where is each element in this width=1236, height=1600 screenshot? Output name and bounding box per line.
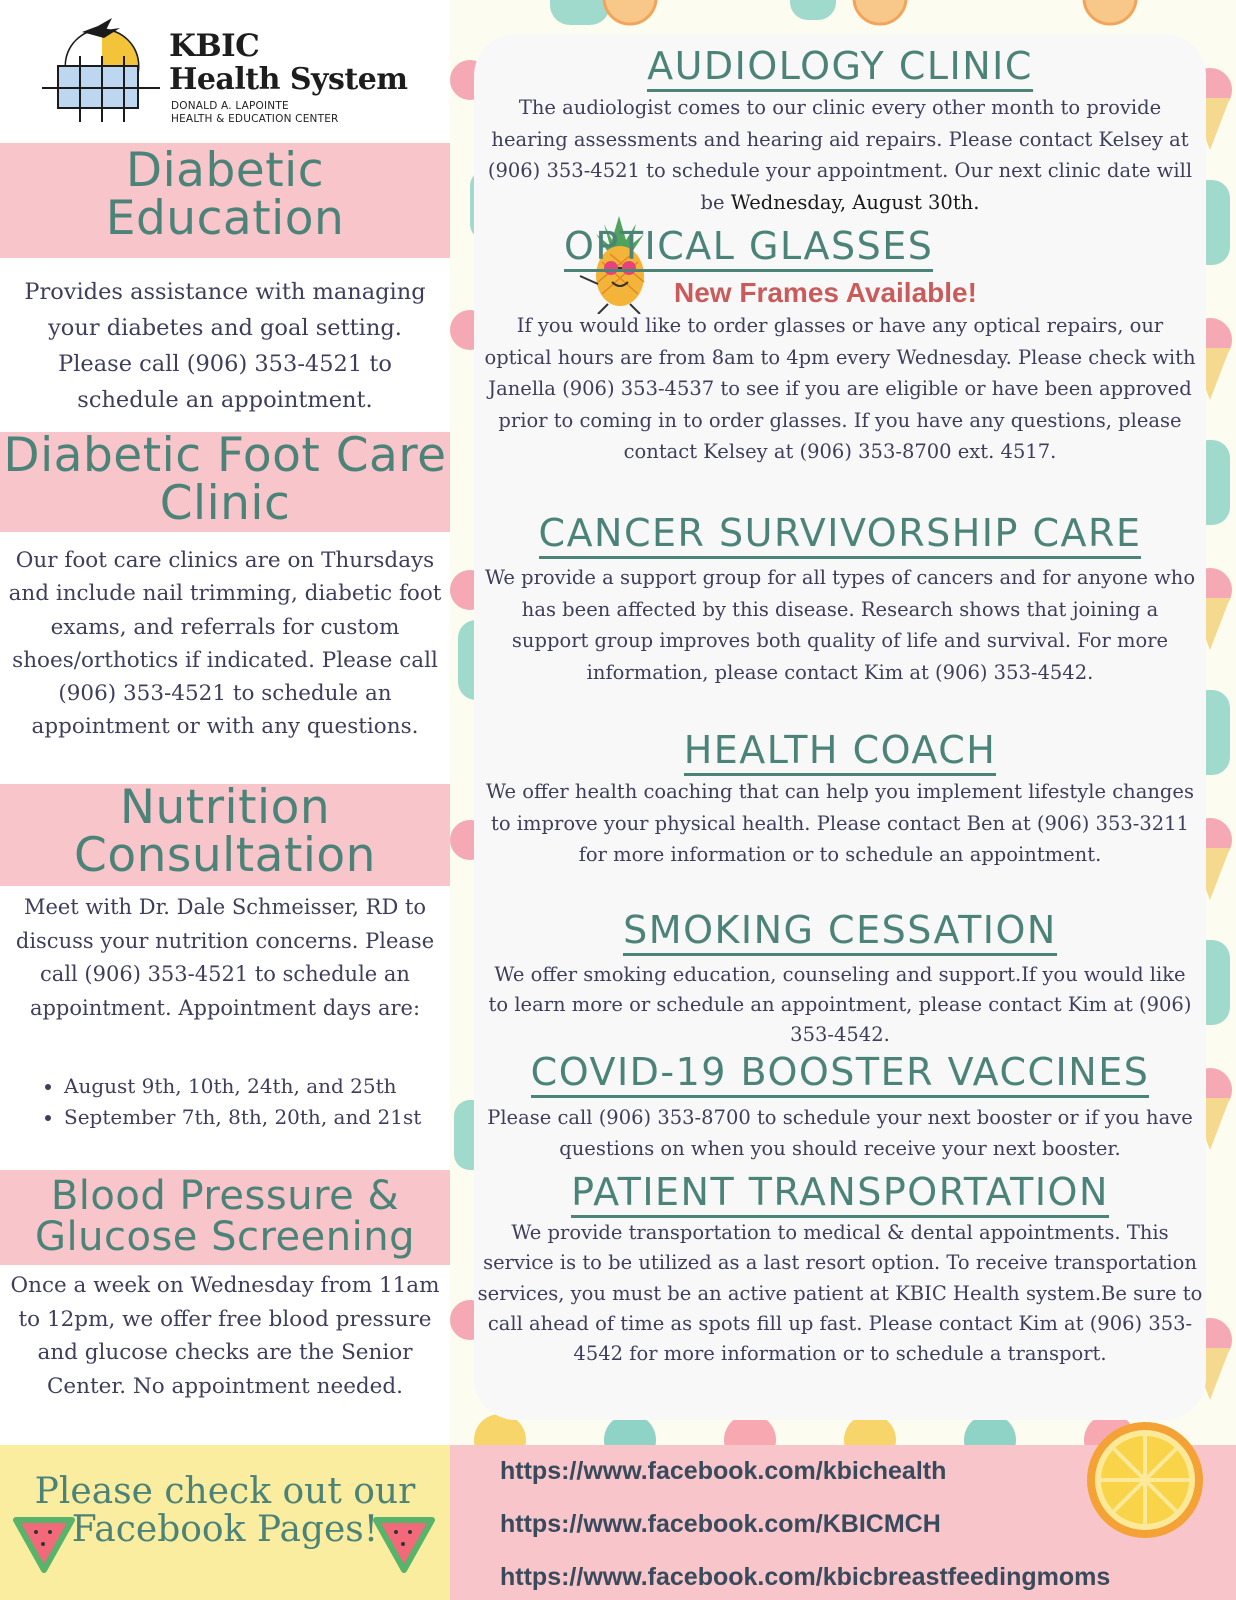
diabetic-education-heading: Diabetic Education xyxy=(0,143,450,258)
left-column xyxy=(0,0,450,1445)
health-coach-text: We offer health coaching that can help you implement lifestyle changes to improve your physical health. Please contact Ben at (906) 353-3211 for more information or to schedule an appointment. xyxy=(486,780,1194,866)
logo-subtitle-line2: HEALTH & EDUCATION CENTER xyxy=(171,113,339,125)
list-item: • September 7th, 8th, 20th, and 21st xyxy=(64,1102,421,1133)
smoking-title: SMOKING CESSATION xyxy=(623,908,1057,956)
cancer-heading xyxy=(474,511,1206,555)
audiology-text xyxy=(482,92,1198,219)
audiology-date: Wednesday, August 30th. xyxy=(730,191,980,215)
audiology-heading xyxy=(474,44,1206,88)
covid-title: COVID-19 BOOSTER VACCINES xyxy=(531,1050,1150,1098)
kbic-logo xyxy=(42,16,422,131)
health-coach-heading xyxy=(474,728,1206,772)
foot-care-heading: Diabetic Foot Care Clinic xyxy=(0,432,450,532)
health-coach-title: HEALTH COACH xyxy=(684,728,997,776)
smoking-heading xyxy=(474,908,1206,952)
lemon-slice-icon xyxy=(1080,1415,1210,1545)
services-card xyxy=(474,34,1206,1420)
nutrition-text: Meet with Dr. Dale Schmeisser, RD to discuss your nutrition concerns. Please call (906) 353-4521 to schedule an appointment. Appointment days are: xyxy=(15,895,435,1020)
appointment-days-list xyxy=(40,1071,421,1133)
optical-heading xyxy=(564,224,933,268)
facebook-link-breastfeeding[interactable]: https://www.facebook.com/kbicbreastfeedingmoms xyxy=(500,1563,1111,1591)
facebook-link-kbichealth[interactable]: https://www.facebook.com/kbichealth xyxy=(500,1457,947,1485)
optical-title: OPTICAL GLASSES xyxy=(564,224,933,272)
transport-heading xyxy=(474,1170,1206,1214)
logo-subtitle-line1: DONALD A. LAPOINTE xyxy=(171,100,289,112)
audiology-title: AUDIOLOGY CLINIC xyxy=(647,44,1033,92)
nutrition-heading: Nutrition Consultation xyxy=(0,784,450,886)
transport-text: We provide transportation to medical & dental appointments. This service is to be utilized as a last resort option. To receive transportation services, you must be an active patient at KBIC Health system.Be sure to call ahead of time as spots fill up fast. Please contact Kim at (906) 353-4542 for more information or to schedule a transport. xyxy=(477,1221,1203,1366)
logo-name-line1: KBIC xyxy=(169,28,260,64)
foot-care-text: Our foot care clinics are on Thursdays and include nail trimming, diabetic foot exams, and referrals for custom shoes/orthotics if indicated. Please call (906) 353-4521 to schedule an appointment or with any questions. xyxy=(8,548,442,740)
logo-emblem-icon xyxy=(42,16,162,126)
smoking-text: We offer smoking education, counseling and support.If you would like to learn more or schedule an appointment, please contact Kim at (906) 353-4542. xyxy=(488,963,1192,1046)
optical-subheading: New Frames Available! xyxy=(674,277,977,308)
blood-pressure-heading: Blood Pressure & Glucose Screening xyxy=(0,1170,450,1265)
audiology-body: The audiologist comes to our clinic every other month to provide hearing assessments and hearing aid repairs. Please contact Kelsey at (906) 353-4521 to schedule your appointment. Our next clinic date will be xyxy=(487,96,1193,215)
transport-title: PATIENT TRANSPORTATION xyxy=(571,1170,1109,1218)
covid-heading xyxy=(474,1050,1206,1094)
cancer-text: We provide a support group for all types of cancers and for anyone who has been affected by this disease. Research shows that joining a support group improves both quality of life and survival. For more information, please contact Kim at (906) 353-4542. xyxy=(484,566,1196,685)
facebook-link-kbicmch[interactable]: https://www.facebook.com/KBICMCH xyxy=(500,1510,941,1538)
logo-name-line2: Health System xyxy=(169,62,408,97)
cancer-title: CANCER SURVIVORSHIP CARE xyxy=(539,511,1142,559)
list-item: • August 9th, 10th, 24th, and 25th xyxy=(64,1071,421,1102)
watermelon-icon xyxy=(372,1510,436,1574)
facebook-callout-text: Please check out our Facebook Pages! xyxy=(34,1471,416,1550)
optical-text: If you would like to order glasses or have any optical repairs, our optical hours are from 8am to 4pm every Wednesday. Please check with Janella (906) 353-4537 to see if you are eligible or have been approved prior to coming in to order glasses. If you have any questions, please contact Kelsey at (906) 353-8700 ext. 4517. xyxy=(484,314,1196,464)
covid-text: Please call (906) 353-8700 to schedule your next booster or if you have questions on when you should receive your next booster. xyxy=(487,1106,1193,1160)
blood-pressure-text: Once a week on Wednesday from 11am to 12pm, we offer free blood pressure and glucose checks are the Senior Center. No appointment needed. xyxy=(10,1273,440,1399)
watermelon-icon xyxy=(12,1510,76,1574)
diabetic-education-text: Provides assistance with managing your diabetes and goal setting. Please call (906) 353-4521 to schedule an appointment. xyxy=(24,279,426,413)
